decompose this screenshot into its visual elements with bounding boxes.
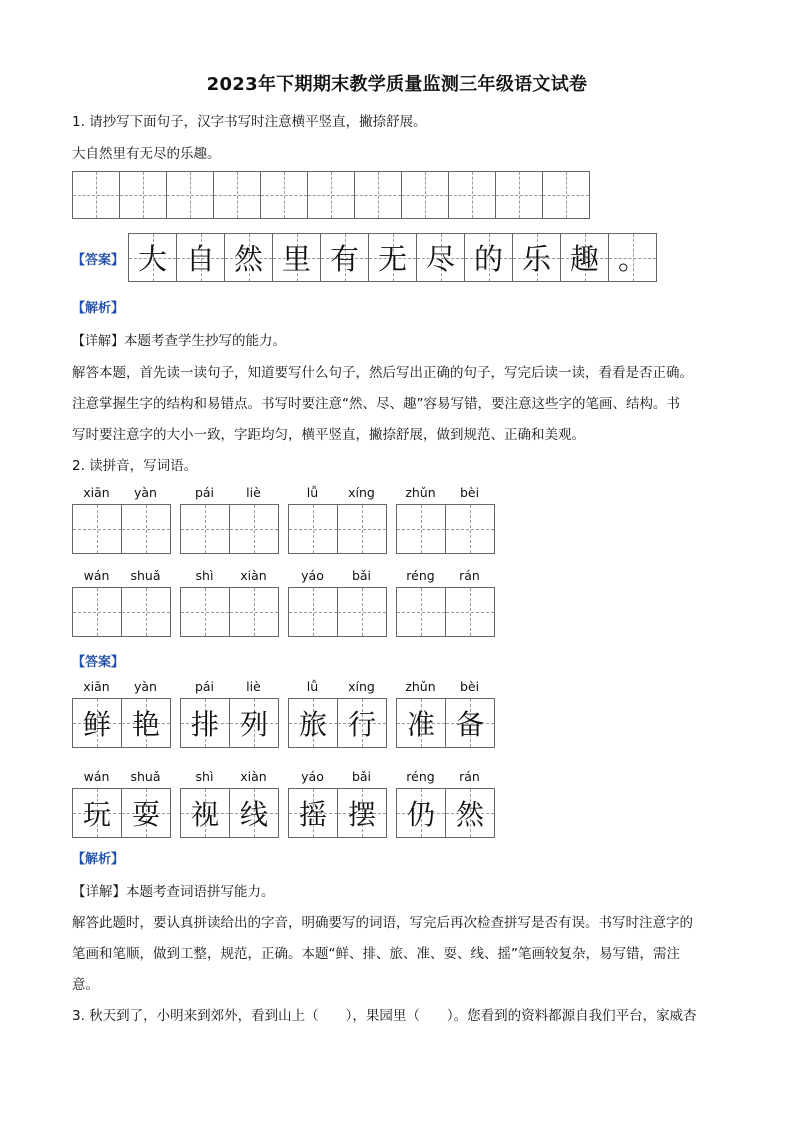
pinyin: lǚ (306, 679, 319, 694)
pinyin: wán (83, 568, 110, 583)
answer-char: 自 (185, 242, 215, 276)
answer-char: 趣 (569, 242, 599, 276)
pinyin: yáo (301, 769, 324, 784)
q2-answer-tag: 【答案】 (72, 655, 125, 670)
pinyin: liè (246, 679, 261, 694)
q2-prompt: 2. 读拼音，写词语。 (72, 458, 198, 474)
grid-cell[interactable] (445, 504, 495, 554)
answer-char: 乐 (521, 242, 551, 276)
q2-para3: 意。 (72, 977, 99, 993)
answer-cell (337, 788, 387, 838)
answer-group (288, 679, 387, 748)
pinyin: yàn (134, 485, 157, 500)
grid-cell[interactable] (495, 171, 543, 219)
grid-cell[interactable] (288, 504, 338, 554)
answer-char: 大 (137, 242, 167, 276)
grid-cell[interactable] (229, 504, 279, 554)
pinyin: pái (194, 485, 215, 500)
pinyin: shuǎ (130, 769, 161, 784)
q1-detail-line (72, 329, 286, 349)
answer-char: 行 (347, 708, 376, 741)
grid-cell[interactable] (354, 171, 402, 219)
q1-para3: 写时要注意字的大小一致，字距均匀，横平竖直，撇捺舒展，做到规范、正确和美观。 (72, 427, 585, 443)
answer-cell (608, 233, 657, 282)
answer-char: 尽 (425, 242, 455, 276)
pinyin: bèi (459, 485, 480, 500)
answer-char: 艳 (131, 708, 160, 741)
grid-cell[interactable] (288, 587, 338, 637)
answer-char: 有 (329, 242, 359, 276)
answer-char: 旅 (298, 708, 327, 741)
answer-cell (396, 788, 446, 838)
pinyin: rán (459, 568, 480, 583)
q1-answer-tag: 【答案】 (72, 253, 125, 268)
grid-cell[interactable] (180, 504, 230, 554)
answer-char: 鲜 (82, 708, 111, 741)
pinyin: shì (195, 769, 214, 784)
answer-cell (224, 233, 273, 282)
answer-char: 排 (190, 708, 219, 741)
grid-cell[interactable] (121, 587, 171, 637)
answer-cell (320, 233, 369, 282)
pinyin-group (288, 485, 387, 554)
pinyin: xiān (83, 679, 110, 694)
pinyin-group (180, 485, 279, 554)
answer-char: 里 (281, 242, 311, 276)
grid-cell[interactable] (337, 587, 387, 637)
grid-cell[interactable] (72, 171, 120, 219)
pinyin: xiàn (240, 568, 267, 583)
answer-char: 摆 (347, 798, 376, 831)
answer-group (396, 679, 495, 748)
answer-cell (396, 698, 446, 748)
grid-cell[interactable] (72, 587, 122, 637)
q1-answer-grid (128, 233, 657, 282)
q2-para2: 笔画和笔顺，做到工整，规范，正确。本题“鲜、排、旅、准、耍、线、摇”笔画较复杂，易写错，需注 (72, 946, 680, 962)
q1-detail-tag: 【详解】 (72, 334, 125, 349)
answer-cell (416, 233, 465, 282)
q2-detail-tag: 【详解】 (72, 884, 126, 900)
pinyin-group (396, 568, 495, 637)
q3-prompt: 3. 秋天到了，小明来到郊外，看到山上（ ），果园里（ ）。您看到的资料都源自我们平台，家威杏 (72, 1008, 697, 1024)
answer-char: 线 (239, 798, 268, 831)
pinyin: lǚ (306, 485, 319, 500)
page-title: 2023年下期期末教学质量监测三年级语文试卷 (206, 74, 588, 95)
grid-cell[interactable] (448, 171, 496, 219)
pinyin: bèi (459, 679, 480, 694)
pinyin: pái (194, 679, 215, 694)
answer-group (72, 679, 171, 748)
pinyin-group (288, 568, 387, 637)
q1-detail: 本题考查学生抄写的能力。 (124, 333, 287, 349)
q2-para1: 解答此题时，要认真拼读给出的字音，明确要写的词语，写完后再次检查拼写是否有误。书写时注意字的 (72, 915, 693, 931)
answer-cell (288, 698, 338, 748)
grid-cell[interactable] (260, 171, 308, 219)
answer-cell (180, 698, 230, 748)
pinyin: liè (246, 485, 261, 500)
pinyin: xiān (83, 485, 110, 500)
grid-cell[interactable] (401, 171, 449, 219)
q1-para2: 注意掌握生字的结构和易错点。书写时要注意“然、尽、趣”容易写错，要注意这些字的笔画、结构。书 (72, 396, 680, 412)
answer-char: 然 (455, 798, 484, 831)
answer-cell (337, 698, 387, 748)
pinyin: réng (406, 769, 435, 784)
grid-cell[interactable] (180, 587, 230, 637)
answer-cell (121, 698, 171, 748)
answer-cell (464, 233, 513, 282)
q1-sentence: 大自然里有无尽的乐趣。 (72, 146, 221, 162)
answer-cell (72, 698, 122, 748)
pinyin: shuǎ (130, 568, 161, 583)
answer-cell (288, 788, 338, 838)
answer-cell (229, 788, 279, 838)
answer-cell (512, 233, 561, 282)
q1-analysis-tag: 【解析】 (72, 301, 125, 316)
answer-group (72, 769, 171, 838)
q2-analysis-tag: 【解析】 (72, 852, 125, 867)
answer-group (180, 679, 279, 748)
q1-prompt: 1. 请抄写下面句子，汉字书写时注意横平竖直，撇捺舒展。 (72, 114, 427, 130)
q1-blank-grid[interactable] (72, 171, 590, 219)
pinyin: zhǔn (405, 485, 436, 500)
answer-group (288, 769, 387, 838)
grid-cell[interactable] (121, 504, 171, 554)
pinyin: bǎi (351, 769, 372, 784)
answer-cell (128, 233, 177, 282)
grid-cell[interactable] (337, 504, 387, 554)
answer-char: 玩 (82, 798, 111, 831)
answer-char: 准 (406, 708, 435, 741)
answer-cell (368, 233, 417, 282)
answer-cell (72, 788, 122, 838)
grid-cell[interactable] (229, 587, 279, 637)
grid-cell[interactable] (72, 504, 122, 554)
answer-char: 视 (190, 798, 219, 831)
answer-cell (121, 788, 171, 838)
answer-char: 无 (377, 242, 407, 276)
q2-detail: 本题考查词语拼写能力。 (126, 884, 275, 900)
answer-cell (445, 698, 495, 748)
answer-cell (180, 788, 230, 838)
pinyin: xiàn (240, 769, 267, 784)
answer-cell (272, 233, 321, 282)
pinyin-group (396, 485, 495, 554)
pinyin-group (72, 485, 171, 554)
answer-char: 耍 (131, 798, 160, 831)
answer-cell (445, 788, 495, 838)
answer-char: 仍 (406, 798, 435, 831)
answer-cell (176, 233, 225, 282)
pinyin: yáo (301, 568, 324, 583)
grid-cell[interactable] (396, 587, 446, 637)
pinyin: yàn (134, 679, 157, 694)
pinyin-group (72, 568, 171, 637)
pinyin: réng (406, 568, 435, 583)
answer-group (396, 769, 495, 838)
answer-char: 然 (233, 242, 263, 276)
pinyin-group (180, 568, 279, 637)
pinyin: rán (459, 769, 480, 784)
q2-detail-line (72, 880, 275, 900)
grid-cell[interactable] (166, 171, 214, 219)
answer-char: 备 (455, 708, 484, 741)
pinyin: shì (195, 568, 214, 583)
pinyin: xíng (348, 679, 375, 694)
pinyin: xíng (348, 485, 375, 500)
grid-cell[interactable] (213, 171, 261, 219)
answer-char: 。 (617, 242, 647, 276)
answer-char: 的 (473, 242, 503, 276)
answer-cell (560, 233, 609, 282)
answer-char: 摇 (298, 798, 327, 831)
grid-cell[interactable] (445, 587, 495, 637)
pinyin: zhǔn (405, 679, 436, 694)
grid-cell[interactable] (396, 504, 446, 554)
answer-group (180, 769, 279, 838)
q1-para1: 解答本题，首先读一读句子，知道要写什么句子，然后写出正确的句子，写完后读一读，看看是否正确。 (72, 365, 693, 381)
answer-char: 列 (239, 708, 268, 741)
grid-cell[interactable] (119, 171, 167, 219)
grid-cell[interactable] (542, 171, 590, 219)
grid-cell[interactable] (307, 171, 355, 219)
pinyin: wán (83, 769, 110, 784)
pinyin: bǎi (351, 568, 372, 583)
answer-cell (229, 698, 279, 748)
